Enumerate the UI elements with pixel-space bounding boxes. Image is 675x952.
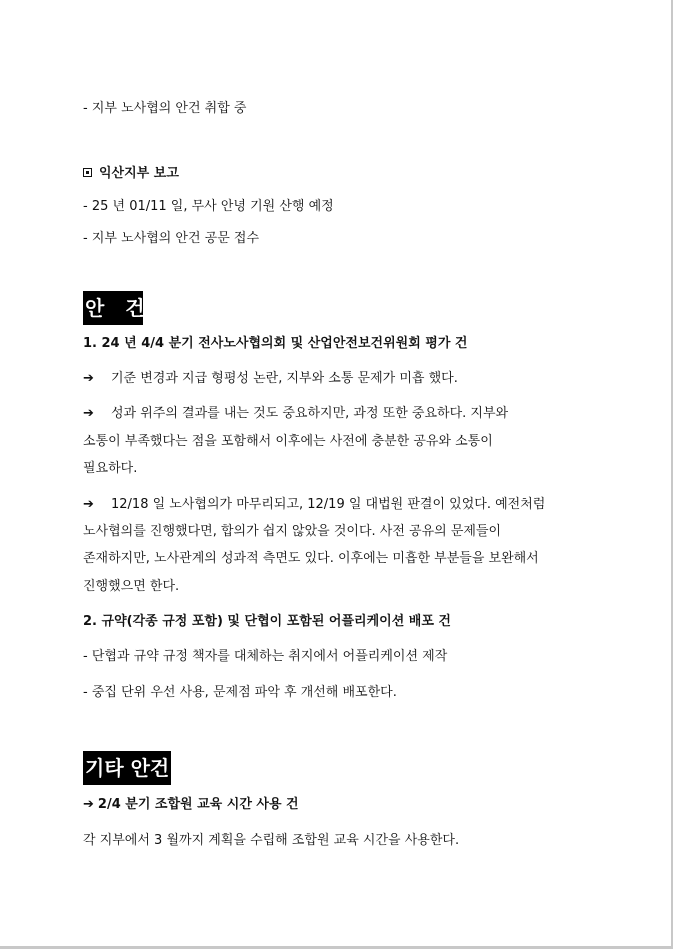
text-line: - 중집 단위 우선 사용, 문제점 파악 후 개선해 배포한다. xyxy=(83,685,397,700)
arrow-icon: ➔ xyxy=(83,797,94,812)
agenda-bullet xyxy=(83,496,545,514)
arrow-icon: ➔ xyxy=(83,406,94,421)
bullet-text: 기준 변경과 지급 형평성 논란, 지부와 소통 문제가 미흡 했다. xyxy=(111,371,458,386)
text-line: - 단협과 규약 규정 책자를 대체하는 취지에서 어플리케이션 제작 xyxy=(83,649,448,664)
iksan-report-title xyxy=(83,165,179,183)
agenda-bullet xyxy=(83,370,458,388)
text-line: - 지부 노사협의 안건 공문 접수 xyxy=(83,231,260,246)
other-item-label: 2/4 분기 조합원 교육 시간 사용 건 xyxy=(97,797,299,812)
agenda-heading-label: 안 건 xyxy=(85,296,145,320)
text-line: 진행했으면 한다. xyxy=(83,579,180,594)
agenda-item-2-title: 2. 규약(각종 규정 포함) 및 단협이 포함된 어플리케이션 배포 건 xyxy=(83,614,451,629)
text-line: 소통이 부족했다는 점을 포함해서 이후에는 사전에 충분한 공유와 소통이 xyxy=(83,434,493,449)
iksan-report-label: 익산지부 보고 xyxy=(99,166,179,181)
agenda-heading xyxy=(83,291,143,325)
other-agenda-heading: 기타 안건 xyxy=(83,751,171,785)
other-agenda-item-title xyxy=(83,796,299,814)
square-bullet-icon xyxy=(83,168,92,177)
text-line: - 지부 노사협의 안건 취합 중 xyxy=(83,101,247,116)
text-line: 필요하다. xyxy=(83,461,138,476)
text-line: - 25 년 01/11 일, 무사 안녕 기원 산행 예정 xyxy=(83,199,334,214)
arrow-icon: ➔ xyxy=(83,371,94,386)
agenda-bullet xyxy=(83,405,508,423)
bullet-text: 12/18 일 노사협의가 마무리되고, 12/19 일 대법원 판결이 있었다. 예전처럼 xyxy=(111,497,546,512)
arrow-icon: ➔ xyxy=(83,497,94,512)
text-line: 존재하지만, 노사관계의 성과적 측면도 있다. 이후에는 미흡한 부분들을 보완해서 xyxy=(83,551,539,566)
agenda-item-1-title: 1. 24 년 4/4 분기 전사노사협의회 및 산업안전보건위원회 평가 건 xyxy=(83,336,468,351)
text-line: 노사협의를 진행했다면, 합의가 쉽지 않았을 것이다. 사전 공유의 문제들이 xyxy=(83,524,502,539)
text-line: 각 지부에서 3 월까지 계획을 수립해 조합원 교육 시간을 사용한다. xyxy=(83,833,460,848)
bullet-text: 성과 위주의 결과를 내는 것도 중요하지만, 과정 또한 중요하다. 지부와 xyxy=(111,406,509,421)
